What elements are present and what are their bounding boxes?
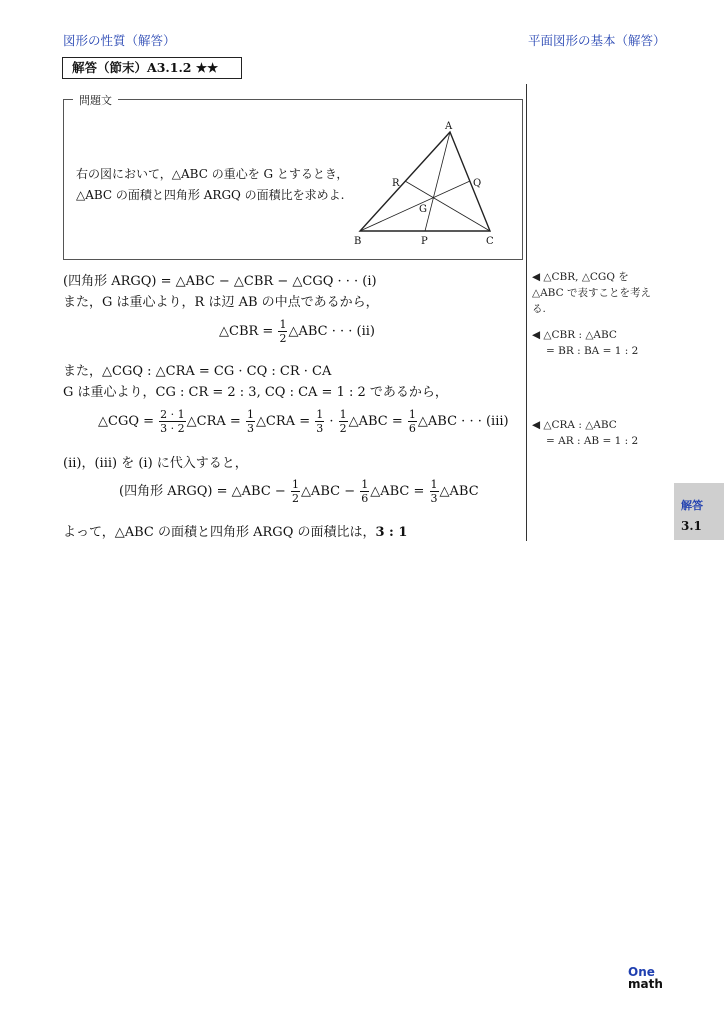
median-bq (360, 181, 470, 231)
onemath-logo: One math (628, 965, 663, 991)
margin-note-2: ◀ △CBR : △ABC = BR : BA = 1 : 2 (532, 329, 639, 357)
label-g: G (419, 204, 427, 215)
label-q: Q (473, 178, 482, 189)
median-ap (425, 132, 450, 231)
equation-iii: △CGQ = $\frac{2 \cdot 1}{3 \cdot 2}$ △CRA = $\frac{1}{3}$ △CRA = $\frac{1}{3}$ · $\frac{1}{2}$ △ABC = $\frac{1}{6}$ △ABC · · · (iii) (98, 408, 509, 435)
equation-ii (219, 318, 375, 345)
label-c: C (486, 236, 494, 247)
solution-line4: G は重心より，CG : CR = 2 : 3, CQ : CA = 1 : 2 であるから， (63, 385, 448, 400)
label-b: B (354, 236, 362, 247)
solution-line1: (四角形 ARGQ) = △ABC − △CBR − △CGQ · · · (i) (63, 274, 377, 289)
label-p: P (421, 236, 428, 247)
section-tab-label: 解答 (681, 499, 703, 512)
problem-text-line1: 右の図において，△ABC の重心を G とするとき， (76, 167, 349, 181)
problem-text-line2: △ABC の面積と四角形 ARGQ の面積比を求めよ. (76, 188, 345, 202)
eq2-fraction: $\frac{1}{2}$ (279, 318, 287, 345)
eq2-lhs: △CBR = (219, 324, 278, 339)
triangle-figure (350, 118, 510, 250)
section-tab-number: 3.1 (681, 519, 702, 533)
margin-divider (526, 84, 527, 541)
triangle-abc (360, 132, 490, 231)
problem-legend: 問題文 (73, 92, 118, 108)
equation-final: (四角形 ARGQ) = △ABC − $\frac{1}{2}$ △ABC − $\frac{1}{6}$ △ABC = $\frac{1}{3}$ △ABC (119, 478, 479, 505)
conclusion-text: よって，△ABC の面積と四角形 ARGQ の面積比は， (63, 525, 376, 540)
answer-ratio: 3 : 1 (375, 525, 408, 540)
header-right: 平面図形の基本（解答） (528, 33, 666, 48)
margin-note-3: ◀ △CRA : △ABC = AR : AB = 1 : 2 (532, 419, 639, 447)
eq2-rhs: △ABC · · · (ii) (288, 324, 375, 339)
solution-line6 (63, 521, 407, 540)
header-left: 図形の性質（解答） (63, 33, 176, 48)
label-r: R (392, 178, 400, 189)
margin-note-1: ◀ △CBR, △CGQ を △ABC で表すことを考え る. (532, 271, 651, 315)
solution-line2: また，G は重心より，R は辺 AB の中点であるから， (63, 295, 379, 310)
section-tab (674, 483, 724, 540)
label-a: A (445, 121, 453, 132)
problem-title: 解答（節末）A3.1.2 ★★ (62, 57, 242, 79)
solution-line5: (ii)，(iii) を (i) に代入すると， (63, 456, 248, 471)
solution-line3: また，△CGQ : △CRA = CG · CQ : CR · CA (63, 364, 332, 379)
